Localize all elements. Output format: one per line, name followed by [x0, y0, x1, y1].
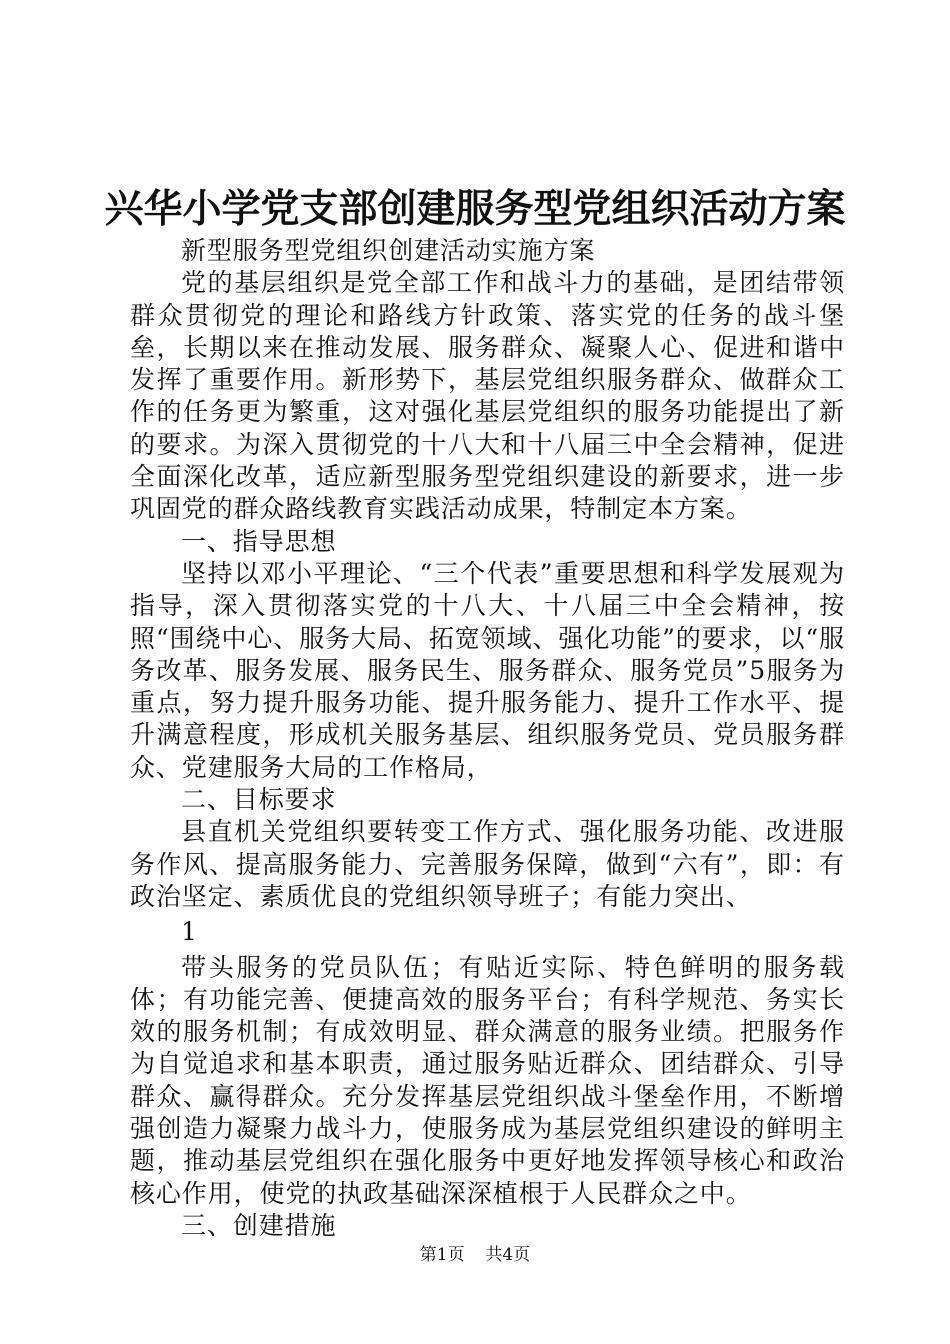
- section-heading-1: 一、指导思想: [181, 526, 337, 556]
- document-body: [130, 235, 845, 1242]
- section-heading-2: 二、目标要求: [181, 785, 337, 815]
- paragraph-goals-part2: 带头服务的党员队伍；有贴近实际、特色鲜明的服务载体；有功能完善、便捷高效的服务平台；有科学规范、务实长效的服务机制；有成效明显、群众满意的服务业绩。把服务作为自觉追求和基本职责，通过服务贴近群众、团结群众、引导群众、赢得群众。充分发挥基层党组织战斗堡垒作用，不断增强创造力凝聚力战斗力，使服务成为基层党组织建设的鲜明主题，推动基层党组织在强化服务中更好地发挥领导核心和政治核心作用，使党的执政基础深深植根于人民群众之中。: [130, 952, 845, 1208]
- page-footer: [0, 1243, 950, 1267]
- section-heading-3: 三、创建措施: [181, 1210, 337, 1240]
- paragraph-guiding-thought: 坚持以邓小平理论、“三个代表”重要思想和科学发展观为指导，深入贯彻落实党的十八大、十八届三中全会精神，按照“围绕中心、服务大局、拓宽领域、强化功能”的要求，以“服务改革、服务发展、服务民生、服务群众、服务党员”5服务为重点，努力提升服务功能、提升服务能力、提升工作水平、提升满意程度，形成机关服务基层、组织服务党员、党员服务群众、党建服务大局的工作格局，: [130, 558, 845, 782]
- page-total: 共4页: [485, 1245, 531, 1265]
- subtitle: 新型服务型党组织创建活动实施方案: [181, 236, 596, 265]
- page-current: 第1页: [419, 1245, 465, 1265]
- inline-page-number: 1: [181, 917, 198, 947]
- paragraph-intro: 党的基层组织是党全部工作和战斗力的基础，是团结带领群众贯彻党的理论和路线方针政策、落实党的任务的战斗堡垒，长期以来在推动发展、服务群众、凝聚人心、促进和谐中发挥了重要作用。新形势下，基层党组织服务群众、做群众工作的任务更为繁重，这对强化基层党组织的服务功能提出了新的要求。为深入贯彻党的十八大和十八届三中全会精神，促进全面深化改革，适应新型服务型党组织建设的新要求，进一步巩固党的群众路线教育实践活动成果，特制定本方案。: [130, 268, 845, 524]
- paragraph-goals-part1: 县直机关党组织要转变工作方式、强化服务功能、改进服务作风、提高服务能力、完善服务保障，做到“六有”，即：有政治坚定、素质优良的党组织领导班子；有能力突出、: [130, 817, 845, 911]
- document-title: 兴华小学党支部创建服务型党组织活动方案: [104, 186, 846, 232]
